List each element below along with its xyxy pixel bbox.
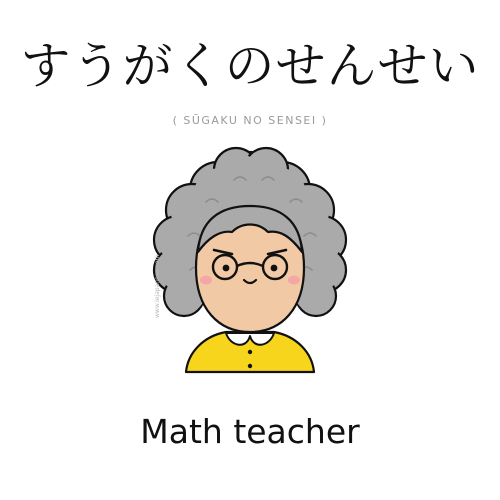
romaji-reading: ( SŪGAKU NO SENSEI ) — [172, 114, 328, 127]
teacher-illustration — [140, 140, 360, 380]
english-translation: Math teacher — [140, 412, 360, 451]
watermark: www.iejapanese.com — [154, 254, 161, 318]
shirt-button — [248, 350, 252, 354]
left-cheek — [200, 276, 212, 285]
right-eye — [271, 265, 278, 272]
shirt-button — [248, 364, 252, 368]
right-cheek — [288, 276, 300, 285]
left-eye — [223, 265, 230, 272]
japanese-word: すうがくのせんせい — [20, 37, 480, 95]
